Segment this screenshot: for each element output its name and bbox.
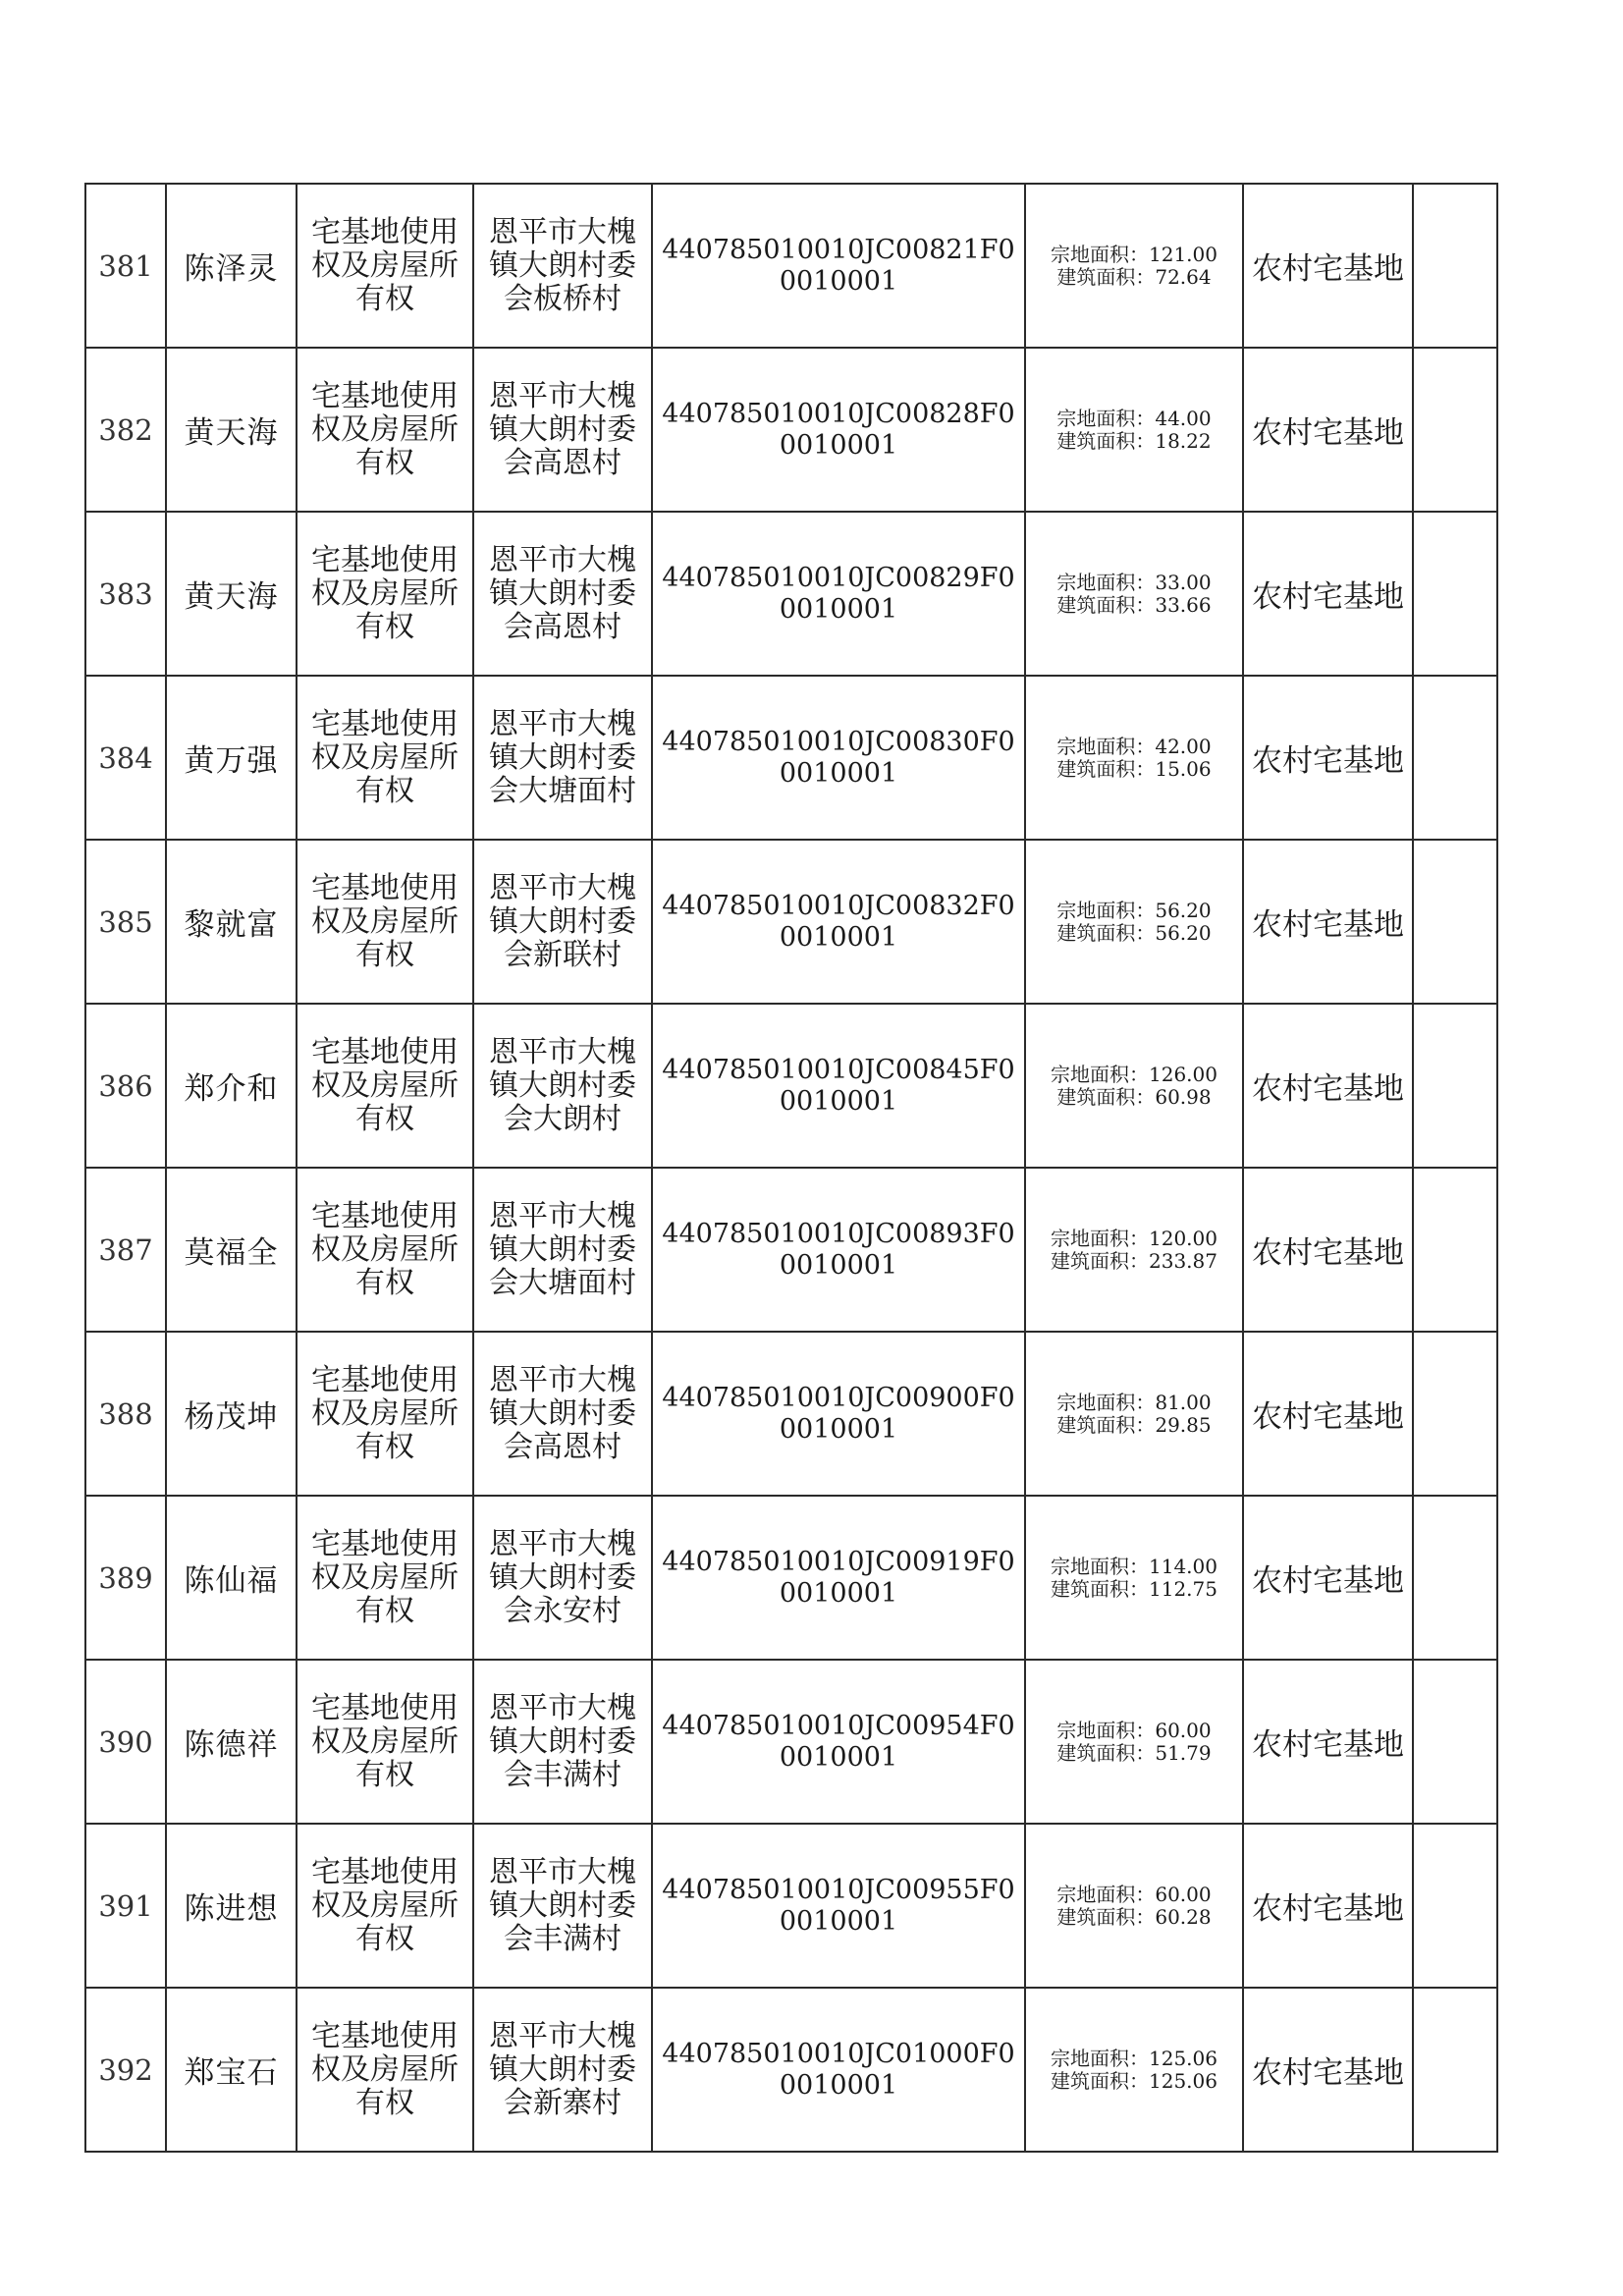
table-row [85,840,1497,1004]
land-area-text: 宗地面积：121.00 [1051,242,1217,266]
land-area-text: 宗地面积：56.20 [1056,898,1212,922]
area-cell [1025,512,1243,676]
remark-cell [1413,348,1497,512]
land-area-text: 宗地面积：60.00 [1056,1882,1212,1906]
area-cell [1025,184,1243,348]
location-cell: 恩平市大槐镇大朗村委会大朗村 [473,1004,652,1168]
table-row [85,348,1497,512]
remark-cell [1413,512,1497,676]
owner-name-cell: 郑介和 [166,1004,297,1168]
land-use-type-cell: 农村宅基地 [1243,1496,1413,1660]
land-use-type-cell: 农村宅基地 [1243,348,1413,512]
land-area-text: 宗地面积：81.00 [1056,1390,1212,1414]
location-cell: 恩平市大槐镇大朗村委会丰满村 [473,1824,652,1988]
table-row [85,676,1497,840]
location-cell: 恩平市大槐镇大朗村委会大塘面村 [473,1168,652,1332]
unit-code-cell: 440785010010JC00821F00010001 [652,184,1025,348]
owner-name-cell: 黄万强 [166,676,297,840]
land-area-text: 宗地面积：125.06 [1051,2046,1217,2070]
area-cell [1025,1824,1243,1988]
unit-code-cell: 440785010010JC00828F00010001 [652,348,1025,512]
building-area-text: 建筑面积：112.75 [1051,1576,1217,1601]
building-area-text: 建筑面积：56.20 [1056,920,1212,945]
land-area-text: 宗地面积：42.00 [1056,734,1212,758]
land-area-text: 宗地面积：120.00 [1051,1226,1217,1250]
table-row [85,1168,1497,1332]
row-number-cell: 381 [85,184,166,348]
land-use-type-cell: 农村宅基地 [1243,676,1413,840]
location-cell: 恩平市大槐镇大朗村委会新寨村 [473,1988,652,2152]
land-area-text: 宗地面积：60.00 [1056,1718,1212,1742]
location-cell: 恩平市大槐镇大朗村委会丰满村 [473,1660,652,1824]
unit-code-cell: 440785010010JC00830F00010001 [652,676,1025,840]
area-cell [1025,840,1243,1004]
building-area-text: 建筑面积：15.06 [1056,756,1212,781]
table-body [85,184,1497,2152]
remark-cell [1413,1824,1497,1988]
remark-cell [1413,676,1497,840]
table-row [85,1660,1497,1824]
location-cell: 恩平市大槐镇大朗村委会大塘面村 [473,676,652,840]
land-area-text: 宗地面积：126.00 [1051,1062,1217,1086]
right-type-cell: 宅基地使用权及房屋所有权 [297,348,473,512]
owner-name-cell: 陈德祥 [166,1660,297,1824]
location-cell: 恩平市大槐镇大朗村委会新联村 [473,840,652,1004]
owner-name-cell: 陈进想 [166,1824,297,1988]
area-cell [1025,1168,1243,1332]
row-number-cell: 391 [85,1824,166,1988]
area-cell [1025,1988,1243,2152]
land-use-type-cell: 农村宅基地 [1243,1824,1413,1988]
right-type-cell: 宅基地使用权及房屋所有权 [297,1824,473,1988]
location-cell: 恩平市大槐镇大朗村委会高恩村 [473,348,652,512]
land-use-type-cell: 农村宅基地 [1243,1168,1413,1332]
right-type-cell: 宅基地使用权及房屋所有权 [297,1496,473,1660]
table-row [85,184,1497,348]
land-use-type-cell: 农村宅基地 [1243,1332,1413,1496]
owner-name-cell: 黄天海 [166,348,297,512]
area-cell [1025,676,1243,840]
right-type-cell: 宅基地使用权及房屋所有权 [297,184,473,348]
right-type-cell: 宅基地使用权及房屋所有权 [297,676,473,840]
owner-name-cell: 陈泽灵 [166,184,297,348]
building-area-text: 建筑面积：33.66 [1056,592,1212,617]
right-type-cell: 宅基地使用权及房屋所有权 [297,1660,473,1824]
area-cell [1025,1660,1243,1824]
registration-table [84,183,1498,2153]
row-number-cell: 392 [85,1988,166,2152]
unit-code-cell: 440785010010JC00832F00010001 [652,840,1025,1004]
land-use-type-cell: 农村宅基地 [1243,184,1413,348]
building-area-text: 建筑面积：18.22 [1056,428,1212,453]
remark-cell [1413,1988,1497,2152]
building-area-text: 建筑面积：72.64 [1056,264,1212,289]
area-cell [1025,1496,1243,1660]
building-area-text: 建筑面积：29.85 [1056,1412,1212,1437]
location-cell: 恩平市大槐镇大朗村委会高恩村 [473,1332,652,1496]
table-row [85,1004,1497,1168]
unit-code-cell: 440785010010JC00829F00010001 [652,512,1025,676]
land-use-type-cell: 农村宅基地 [1243,1660,1413,1824]
unit-code-cell: 440785010010JC00919F00010001 [652,1496,1025,1660]
owner-name-cell: 莫福全 [166,1168,297,1332]
location-cell: 恩平市大槐镇大朗村委会永安村 [473,1496,652,1660]
remark-cell [1413,1332,1497,1496]
land-use-type-cell: 农村宅基地 [1243,512,1413,676]
area-cell [1025,1332,1243,1496]
remark-cell [1413,184,1497,348]
owner-name-cell: 黄天海 [166,512,297,676]
unit-code-cell: 440785010010JC00955F00010001 [652,1824,1025,1988]
remark-cell [1413,1660,1497,1824]
location-cell: 恩平市大槐镇大朗村委会板桥村 [473,184,652,348]
table-row [85,512,1497,676]
remark-cell [1413,840,1497,1004]
right-type-cell: 宅基地使用权及房屋所有权 [297,512,473,676]
unit-code-cell: 440785010010JC00845F00010001 [652,1004,1025,1168]
right-type-cell: 宅基地使用权及房屋所有权 [297,1004,473,1168]
building-area-text: 建筑面积：60.28 [1056,1904,1212,1929]
area-cell [1025,1004,1243,1168]
owner-name-cell: 黎就富 [166,840,297,1004]
land-area-text: 宗地面积：33.00 [1056,570,1212,594]
owner-name-cell: 杨茂坤 [166,1332,297,1496]
unit-code-cell: 440785010010JC00900F00010001 [652,1332,1025,1496]
row-number-cell: 386 [85,1004,166,1168]
land-use-type-cell: 农村宅基地 [1243,840,1413,1004]
row-number-cell: 384 [85,676,166,840]
table-row [85,1988,1497,2152]
land-use-type-cell: 农村宅基地 [1243,1988,1413,2152]
row-number-cell: 385 [85,840,166,1004]
table-row [85,1496,1497,1660]
table-row [85,1332,1497,1496]
owner-name-cell: 郑宝石 [166,1988,297,2152]
right-type-cell: 宅基地使用权及房屋所有权 [297,1168,473,1332]
right-type-cell: 宅基地使用权及房屋所有权 [297,840,473,1004]
table-row [85,1824,1497,1988]
row-number-cell: 382 [85,348,166,512]
row-number-cell: 383 [85,512,166,676]
remark-cell [1413,1496,1497,1660]
building-area-text: 建筑面积：51.79 [1056,1740,1212,1765]
owner-name-cell: 陈仙福 [166,1496,297,1660]
building-area-text: 建筑面积：125.06 [1051,2068,1217,2093]
row-number-cell: 387 [85,1168,166,1332]
building-area-text: 建筑面积：233.87 [1051,1248,1217,1273]
row-number-cell: 389 [85,1496,166,1660]
remark-cell [1413,1004,1497,1168]
area-cell [1025,348,1243,512]
unit-code-cell: 440785010010JC01000F00010001 [652,1988,1025,2152]
unit-code-cell: 440785010010JC00893F00010001 [652,1168,1025,1332]
row-number-cell: 388 [85,1332,166,1496]
remark-cell [1413,1168,1497,1332]
row-number-cell: 390 [85,1660,166,1824]
location-cell: 恩平市大槐镇大朗村委会高恩村 [473,512,652,676]
right-type-cell: 宅基地使用权及房屋所有权 [297,1988,473,2152]
building-area-text: 建筑面积：60.98 [1056,1084,1212,1109]
unit-code-cell: 440785010010JC00954F00010001 [652,1660,1025,1824]
land-area-text: 宗地面积：114.00 [1051,1554,1217,1578]
land-area-text: 宗地面积：44.00 [1056,406,1212,430]
right-type-cell: 宅基地使用权及房屋所有权 [297,1332,473,1496]
land-use-type-cell: 农村宅基地 [1243,1004,1413,1168]
